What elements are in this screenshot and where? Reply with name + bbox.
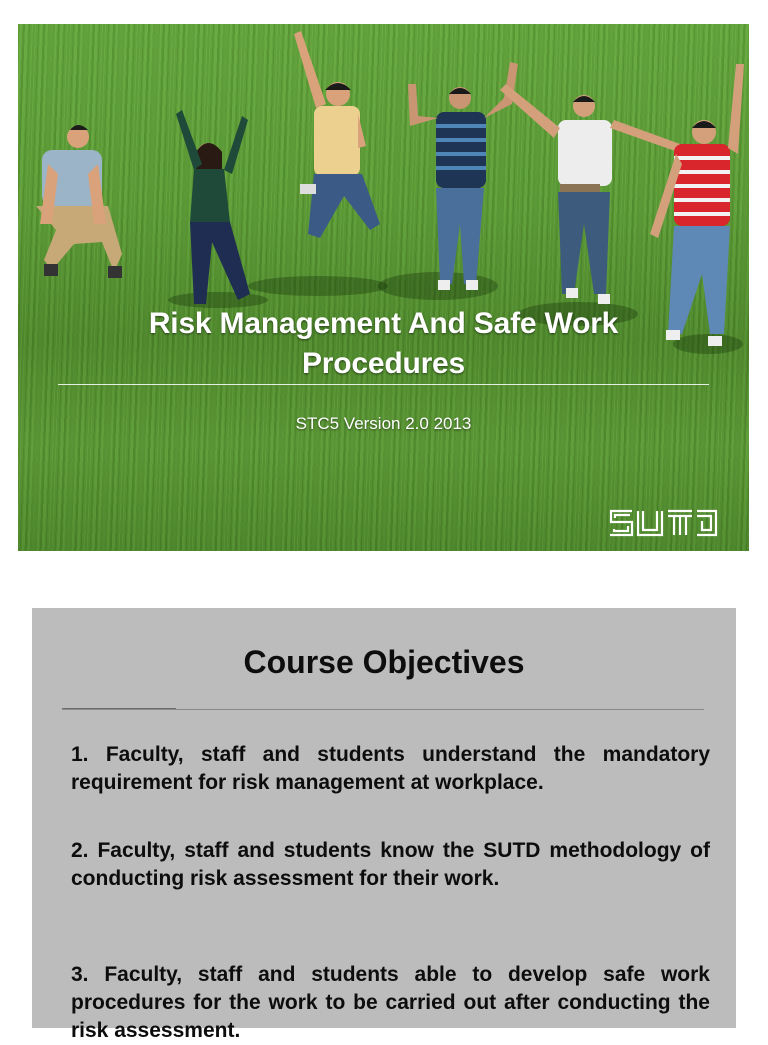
slide-title-line2: Procedures bbox=[301, 347, 466, 380]
objectives-slide bbox=[32, 608, 736, 1042]
title-divider bbox=[58, 384, 709, 385]
slide-title bbox=[18, 304, 749, 384]
heading-divider bbox=[62, 709, 704, 710]
slide-heading: Course Objectives bbox=[243, 644, 525, 680]
objective-item: 3. Faculty, staff and students able to develop safe work procedures for the work to be carried out after conducting the risk assessment. bbox=[71, 963, 710, 1042]
slide-title-line1: Risk Management And Safe Work bbox=[148, 307, 619, 340]
objective-item: 1. Faculty, staff and students understand the mandatory requirement for risk management at workplace. bbox=[71, 743, 710, 794]
objective-item: 2. Faculty, staff and students know the SUTD methodology of conducting risk assessment for their work. bbox=[71, 839, 710, 890]
title-slide bbox=[18, 24, 749, 551]
sutd-logo bbox=[608, 508, 720, 538]
jumping-people-photo bbox=[18, 24, 749, 551]
slide-subtitle: STC5 Version 2.0 2013 bbox=[295, 414, 472, 433]
